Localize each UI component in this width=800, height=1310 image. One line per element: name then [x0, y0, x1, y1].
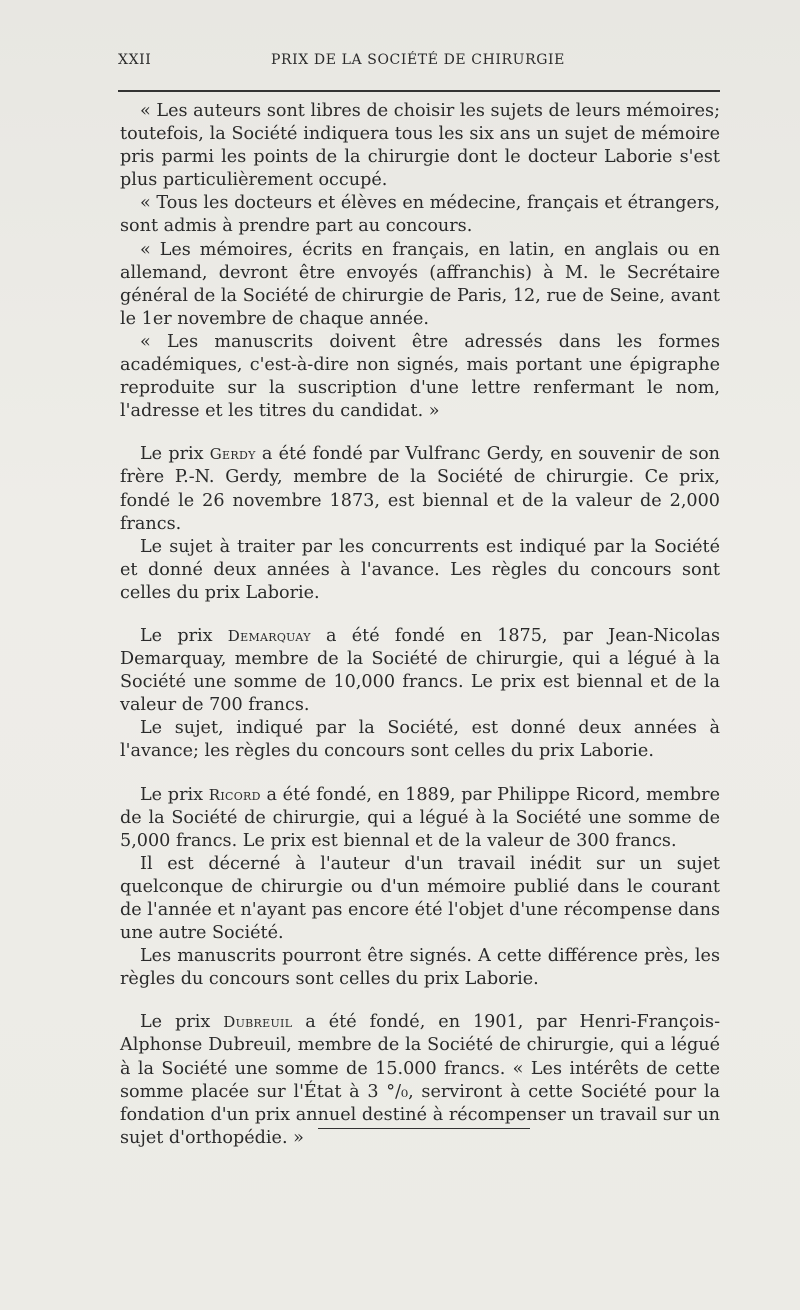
ricord-paragraph: Il est décerné à l'auteur d'un travail inédit sur un sujet quelconque de chirurgie ou d'un mémoire publié dans le courant de l'année et n'ayant pas encore été l'objet d'une récompense dans une autre Société.: [120, 853, 720, 944]
prize-name-demarquay: Demarquay: [227, 626, 311, 645]
laborie-rule-paragraph: « Les manuscrits doivent être adressés dans les formes académiques, c'est-à-dire non signés, mais portant une épigraphe reproduite sur la suscription d'une lettre renfermant le nom, l'adresse et les titres du candidat. »: [120, 331, 720, 422]
prize-intro: Le prix: [140, 784, 204, 805]
gerdy-paragraph: Le sujet à traiter par les concurrents est indiqué par la Société et donné deux années à l'avance. Les règles du concours sont celles du prix Laborie.: [120, 536, 720, 603]
running-title: PRIX DE LA SOCIÉTÉ DE CHIRURGIE: [271, 52, 565, 68]
dubreuil-text: a été fondé, en 1901, par Henri-François-Alphonse Dubreuil, membre de la Société de chirurgie, qui a légué à la Société une somme de 15.000 francs. « Les intérêts de cette somme placée sur l'État à 3 °/₀, serviront à cette Société pour la fondation d'un prix annuel destiné à récompenser un travail sur un sujet d'orthopédie. »: [120, 1012, 721, 1148]
gerdy-text: a été fondé par Vulfranc Gerdy, en souvenir de son frère P.-N. Gerdy, membre de la Société de chirurgie. Ce prix, fondé le 26 novembre 1873, est biennal et de la valeur de 2,000 francs.: [120, 444, 720, 534]
laborie-rule-paragraph: « Les mémoires, écrits en français, en latin, en anglais ou en allemand, devront être envoyés (affranchis) à M. le Secrétaire général de la Société de chirurgie de Paris, 12, rue de Seine, avant le 1er novembre de chaque année.: [120, 239, 720, 329]
laborie-rule-paragraph: « Tous les docteurs et élèves en médecine, français et étrangers, sont admis à prendre part au concours.: [120, 193, 720, 237]
ricord-paragraph: [120, 784, 720, 853]
header-rule: [118, 90, 720, 92]
closing-rule: [318, 1128, 530, 1129]
prize-intro: Le prix: [140, 625, 213, 646]
page-number: XXII: [118, 52, 152, 68]
dubreuil-paragraph: [120, 1011, 720, 1150]
body-text: [120, 100, 720, 1150]
gerdy-paragraph: [120, 443, 720, 535]
demarquay-paragraph: [120, 625, 720, 717]
prize-intro: Le prix: [140, 444, 204, 465]
ricord-paragraph: Les manuscrits pourront être signés. A cette différence près, les règles du concours sont celles du prix Laborie.: [120, 946, 720, 990]
demarquay-text: a été fondé en 1875, par Jean-Nicolas Demarquay, membre de la Société de chirurgie, qui a légué à la Société une somme de 10,000 francs. Le prix est biennal et de la valeur de 700 francs.: [120, 625, 720, 716]
demarquay-paragraph: Le sujet, indiqué par la Société, est donné deux années à l'avance; les règles du concours sont celles du prix Laborie.: [120, 718, 720, 762]
prize-name-ricord: Ricord: [208, 785, 261, 804]
prize-name-gerdy: Gerdy: [209, 445, 256, 464]
running-header: [118, 52, 720, 74]
prize-name-dubreuil: Dubreuil: [223, 1013, 293, 1032]
ricord-text: a été fondé, en 1889, par Philippe Ricord, membre de la Société de chirurgie, qui a légué à la Société une somme de 5,000 francs. Le prix est biennal et de la valeur de 300 francs.: [120, 784, 720, 851]
prize-intro: Le prix: [140, 1012, 211, 1033]
laborie-rule-paragraph: « Les auteurs sont libres de choisir les sujets de leurs mémoires; toutefois, la Société indiquera tous les six ans un sujet de mémoire pris parmi les points de la chirurgie dont le docteur Laborie s'est plus particulièrement occupé.: [120, 101, 720, 191]
